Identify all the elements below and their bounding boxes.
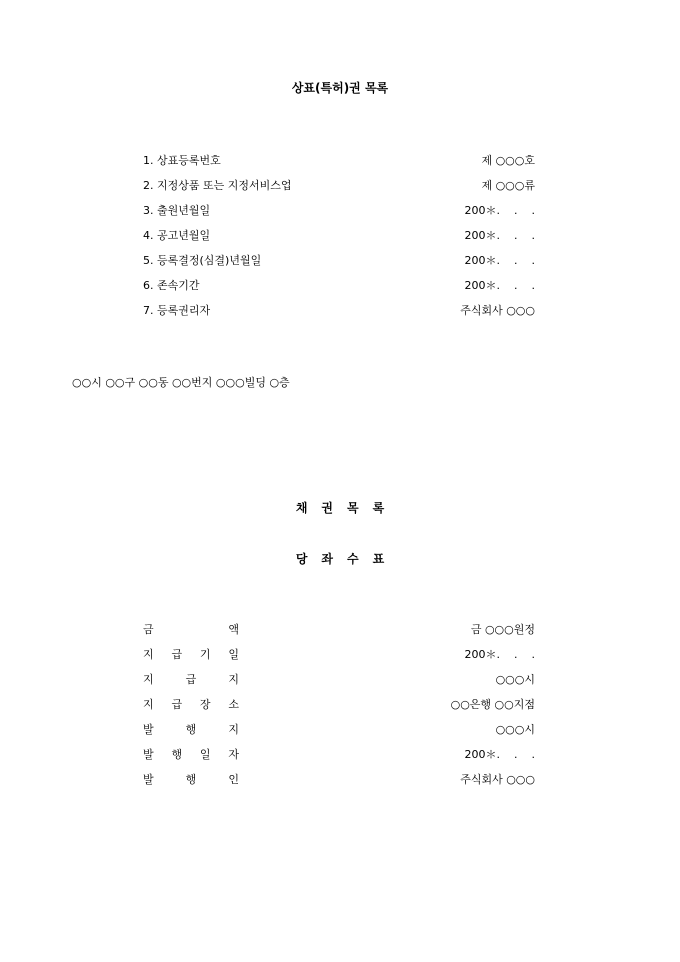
label-char: 지 bbox=[228, 723, 239, 736]
trademark-row-value: 200＊. . . bbox=[464, 204, 535, 217]
trademark-row-label: 4. 공고년월일 bbox=[143, 229, 211, 242]
check-row-label bbox=[143, 696, 239, 714]
label-char: 소 bbox=[228, 698, 239, 711]
check-list bbox=[143, 621, 535, 796]
check-row-value: 금 ○○○원정 bbox=[470, 623, 535, 636]
label-char: 금 bbox=[143, 623, 154, 636]
check-row-label bbox=[143, 671, 239, 689]
trademark-row-value: 제 ○○○류 bbox=[481, 179, 535, 192]
label-char: 발 bbox=[143, 748, 154, 761]
trademark-row-label: 7. 등록권리자 bbox=[143, 304, 211, 317]
check-title: 당좌수표 bbox=[295, 552, 399, 566]
label-char: 급 bbox=[185, 673, 197, 686]
check-row bbox=[143, 621, 535, 646]
label-char: 액 bbox=[228, 623, 239, 636]
check-row bbox=[143, 671, 535, 696]
label-char: 기 bbox=[199, 648, 211, 661]
check-row-value: 주식회사 ○○○ bbox=[460, 773, 535, 786]
trademark-row bbox=[143, 252, 535, 277]
check-row-value: ○○은행 ○○지점 bbox=[450, 698, 535, 711]
label-char: 지 bbox=[143, 673, 154, 686]
check-row bbox=[143, 646, 535, 671]
trademark-list-title: 상표(특허)권 목록 bbox=[291, 81, 389, 95]
trademark-row-label: 5. 등록결정(심결)년월일 bbox=[143, 254, 262, 267]
label-char: 지 bbox=[228, 673, 239, 686]
label-char: 자 bbox=[228, 748, 239, 761]
check-row bbox=[143, 721, 535, 746]
bond-list-title: 채권목록 bbox=[295, 501, 399, 515]
check-row bbox=[143, 746, 535, 771]
label-char: 급 bbox=[171, 648, 183, 661]
check-row-label bbox=[143, 746, 239, 764]
check-row-value: ○○○시 bbox=[495, 723, 535, 736]
label-char: 장 bbox=[199, 698, 211, 711]
label-char: 일 bbox=[199, 748, 211, 761]
trademark-row bbox=[143, 152, 535, 177]
label-char: 발 bbox=[143, 723, 154, 736]
check-row-label bbox=[143, 721, 239, 739]
label-char: 일 bbox=[228, 648, 239, 661]
label-char: 행 bbox=[171, 748, 183, 761]
check-row-label bbox=[143, 771, 239, 789]
label-char: 지 bbox=[143, 698, 154, 711]
trademark-row-label: 6. 존속기간 bbox=[143, 279, 200, 292]
label-char: 행 bbox=[185, 773, 197, 786]
trademark-row-label: 1. 상표등록번호 bbox=[143, 154, 221, 167]
trademark-row bbox=[143, 177, 535, 202]
label-char: 행 bbox=[185, 723, 197, 736]
check-row bbox=[143, 696, 535, 721]
trademark-list bbox=[143, 152, 535, 327]
label-char: 지 bbox=[143, 648, 154, 661]
check-row-value: 200＊. . . bbox=[464, 748, 535, 761]
trademark-row bbox=[143, 227, 535, 252]
trademark-row-value: 제 ○○○호 bbox=[481, 154, 535, 167]
trademark-row-value: 200＊. . . bbox=[464, 254, 535, 267]
trademark-row-label: 2. 지정상품 또는 지정서비스업 bbox=[143, 179, 292, 192]
check-row-value: 200＊. . . bbox=[464, 648, 535, 661]
address-line: ○○시 ○○구 ○○동 ○○번지 ○○○빌딩 ○층 bbox=[72, 376, 290, 389]
trademark-row-value: 주식회사 ○○○ bbox=[460, 304, 535, 317]
trademark-row bbox=[143, 202, 535, 227]
check-row-label bbox=[143, 621, 239, 639]
trademark-row-value: 200＊. . . bbox=[464, 229, 535, 242]
label-char: 급 bbox=[171, 698, 183, 711]
check-row-value: ○○○시 bbox=[495, 673, 535, 686]
check-row bbox=[143, 771, 535, 796]
check-row-label bbox=[143, 646, 239, 664]
trademark-row bbox=[143, 302, 535, 327]
trademark-row bbox=[143, 277, 535, 302]
label-char: 인 bbox=[228, 773, 239, 786]
trademark-row-value: 200＊. . . bbox=[464, 279, 535, 292]
trademark-row-label: 3. 출원년월일 bbox=[143, 204, 211, 217]
label-char: 발 bbox=[143, 773, 154, 786]
